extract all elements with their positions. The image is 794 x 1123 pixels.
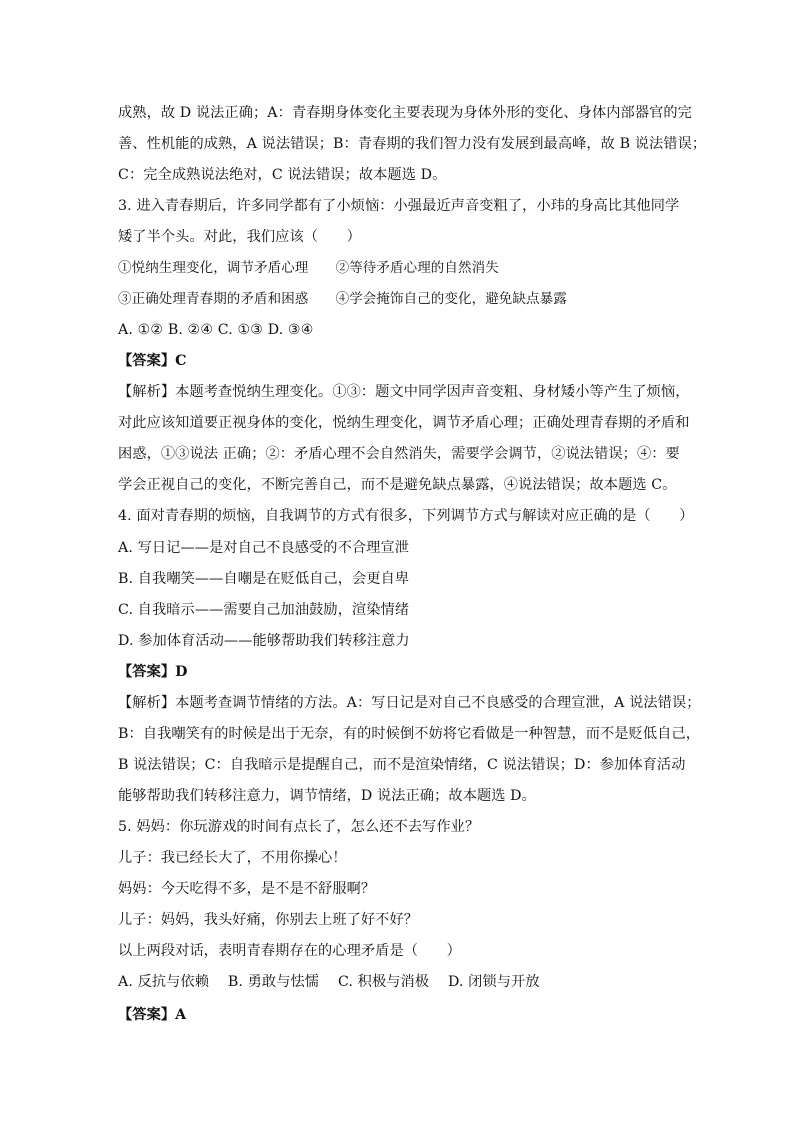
analysis-text: 对此应该知道要正视身体的变化，悦纳生理变化，调节矛盾心理；正确处理青春期的矛盾和 bbox=[118, 415, 690, 431]
question-3-options: A. ①② B. ②④ C. ①③ D. ③④ bbox=[118, 322, 314, 338]
analysis-text: 学会正视自己的变化，不断完善自己，而不是避免缺点暴露，④说法错误；故本题选 C。 bbox=[118, 477, 677, 493]
analysis-text: 能够帮助我们转移注意力，调节情绪，D 说法正确；故本题选 D。 bbox=[118, 788, 536, 804]
question-5-stem: 以上两段对话，表明青春期存在的心理矛盾是（ ） bbox=[118, 943, 461, 959]
question-5-options: A. 反抗与依赖 B. 勇敢与怯懦 C. 积极与消极 D. 闭锁与开放 bbox=[118, 974, 540, 990]
question-5-dialogue: 儿子：我已经长大了，不用你操心！ bbox=[118, 850, 347, 866]
analysis-text: B 说法错误；C：自我暗示是提醒自己，而不是渲染情绪，C 说法错误；D：参加体育活动 bbox=[118, 757, 686, 773]
answer-label: 【答案】C bbox=[118, 353, 187, 369]
question-3-stem: 矮了半个头。对此，我们应该（ ） bbox=[118, 229, 361, 245]
text-line: 善、性机能的成熟，A 说法错误；B：青春期的我们智力没有发展到最高峰，故 B 说法错误； bbox=[118, 136, 707, 152]
analysis-text: 【解析】本题考查悦纳生理变化。①③：题文中同学因声音变粗、身材矮小等产生了烦恼， bbox=[118, 384, 690, 400]
question-5-dialogue: 儿子：妈妈，我头好痛，你别去上班了好不好？ bbox=[118, 912, 419, 928]
answer-label: 【答案】A bbox=[118, 1007, 187, 1023]
question-3-stem: 3. 进入青春期后，许多同学都有了小烦恼：小强最近声音变粗了，小玮的身高比其他同学 bbox=[118, 198, 680, 214]
question-4-option-b: B. 自我嘲笑——自嘲是在贬低自己，会更自卑 bbox=[118, 571, 410, 587]
question-5-dialogue: 5. 妈妈：你玩游戏的时间有点长了，怎么还不去写作业？ bbox=[118, 819, 480, 835]
text-line: C：完全成熟说法绝对，C 说法错误；故本题选 D。 bbox=[118, 167, 447, 183]
analysis-text: 困惑，①③说法 正确；②：矛盾心理不会自然消失，需要学会调节，②说法错误；④：要 bbox=[118, 446, 680, 462]
question-4-stem: 4. 面对青春期的烦恼，自我调节的方式有很多，下列调节方式与解读对应正确的是（ ） bbox=[118, 508, 694, 524]
question-3-statements: ①悦纳生理变化，调节矛盾心理 ②等待矛盾心理的自然消失 bbox=[118, 260, 499, 276]
answer-label: 【答案】D bbox=[118, 664, 188, 680]
question-4-option-d: D. 参加体育活动——能够帮助我们转移注意力 bbox=[118, 633, 410, 649]
analysis-text: 【解析】本题考查调节情绪的方法。A：写日记是对自己不良感受的合理宣泄，A 说法错误； bbox=[118, 695, 701, 711]
question-3-statements: ③正确处理青春期的矛盾和困惑 ④学会掩饰自己的变化，避免缺点暴露 bbox=[118, 291, 567, 307]
question-5-dialogue: 妈妈：今天吃得不多，是不是不舒服啊？ bbox=[118, 881, 376, 897]
question-4-option-a: A. 写日记——是对自己不良感受的不合理宣泄 bbox=[118, 540, 410, 556]
text-line: 成熟，故 D 说法正确；A：青春期身体变化主要表现为身体外形的变化、身体内部器官的完 bbox=[118, 105, 692, 121]
analysis-text: B：自我嘲笑有的时候是出于无奈，有的时候倒不妨将它看做是一种智慧，而不是贬低自己， bbox=[118, 726, 701, 742]
question-4-option-c: C. 自我暗示——需要自己加油鼓励，渲染情绪 bbox=[118, 602, 410, 618]
